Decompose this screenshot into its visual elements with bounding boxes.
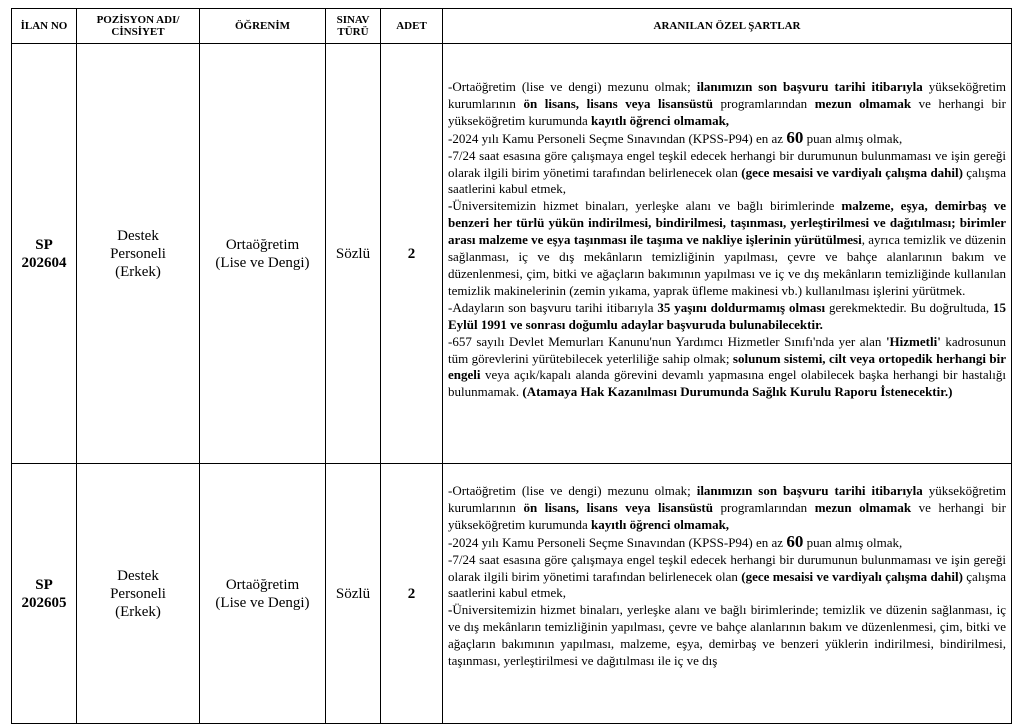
aranilan-sartlar-cell: [443, 44, 1012, 464]
header-aranilan-sartlar: ARANILAN ÖZEL ŞARTLAR: [443, 9, 1012, 44]
header-ogrenim: ÖĞRENİM: [200, 9, 326, 44]
requirement-kpss: [448, 127, 1006, 148]
req-text: -7/24 saat esasına göre çalışmaya engel teşkil edecek herhangi bir durumunun bulunmaması ve işin gereği olarak ilgili birim yönetimi tarafından belirlenecek olan: [448, 551, 1006, 584]
req-text: programlarından: [712, 95, 815, 111]
header-row: [12, 9, 1012, 44]
req-text: , ayrıca temizlik ve düzenin sağlanması, iç ve dış mekânların temizliğinin yapılması, çevre ve bahçe alanlarının bakım ve düzenlenmesi, çim, bitki ve ağaçların bakımının yapılması ve iç ve dış mekânların temizliğinde kullanılan temizlik makinelerinin (zemin yıkama, yaprak üfleme makinesi vb.) kullanılması işlerini yürütmek.: [448, 232, 1006, 298]
req-text: puan almış olmak,: [803, 130, 903, 146]
ogrenim-line-1: Ortaöğretim: [225, 576, 300, 593]
req-bold: malzeme, eşya, demirbaş ve benzeri her türlü yükün indirilmesi, bindirilmesi, taşınması, yerleştirilmesi ve dağıtılması; birimler arası malzeme ve eşya taşınması ile taşıma ve nakliye işlerinin yürütülmesi: [448, 198, 1006, 248]
req-bold: ön lisans, lisans veya lisansüstü: [523, 95, 713, 111]
req-text: çalışma saatlerini kabul etmek,: [448, 568, 1006, 601]
req-text: ve herhangi bir yükseköğretim kurumunda: [448, 499, 1006, 532]
pozisyon-cell: [77, 44, 200, 464]
requirement-age: [448, 300, 1006, 334]
req-text: Üniversitemizin hizmet binaları, yerleşke alanı ve bağlı birimlerinde; temizlik ve düzenin sağlanması, iç ve dış mekânların temizliğinin yapılması, çevre ve bahçe alanlarının bakım ve düzenlenmesi, çim, bitki ve ağaçların bakımının yapılması, malzeme, eşya, demirbaş ve benzeri yüklerin indirilmesi, bindirilmesi, taşınması, yerleştirilmesi ve dağıtılması ile iç ve dış: [448, 602, 1006, 669]
req-text: Üniversitemizin hizmet binaları, yerleşke alanı ve bağlı birimlerinde: [452, 198, 842, 214]
req-text: veya açık/kapalı alanda görevini devamlı yapmasına engel olabilecek başka herhangi bir hastalığı bulunmamak.: [448, 367, 1006, 400]
req-text: ve herhangi bir yükseköğretim kurumunda: [448, 95, 1006, 128]
requirement-duties: [448, 602, 1006, 670]
pozisyon-line-3: (Erkek): [115, 263, 161, 280]
req-bold: -: [448, 198, 453, 214]
req-bold: mezun olmamak: [814, 95, 912, 111]
adet-cell: 2: [381, 44, 443, 464]
table-row: [12, 464, 1012, 724]
header-adet: ADET: [381, 9, 443, 44]
req-text: -Ortaöğretim (lise ve dengi) mezunu olmak;: [448, 483, 697, 498]
ilan-no-prefix: SP: [35, 236, 53, 253]
ogrenim-cell: [200, 44, 326, 464]
req-text: -657 sayılı Devlet Memurları Kanunu'nun Yardımcı Hizmetler Sınıfı'nda yer alan: [448, 333, 886, 349]
job-listing-table: [11, 8, 1012, 724]
header-pozisyon: POZİSYON ADI/ CİNSİYET: [77, 9, 200, 44]
req-text: -2024 yılı Kamu Personeli Seçme Sınavından (KPSS-P94) en az: [448, 534, 787, 550]
sinav-turu-cell: Sözlü: [326, 464, 381, 724]
ogrenim-cell: [200, 464, 326, 724]
ilan-no-prefix: SP: [35, 576, 53, 593]
req-bold: (gece mesaisi ve vardiyalı çalışma dahil): [741, 568, 963, 584]
sinav-turu-cell: Sözlü: [326, 44, 381, 464]
requirement-health: [448, 334, 1006, 402]
req-score: 60: [786, 127, 804, 147]
req-bold: -: [448, 602, 453, 618]
ilan-no-number: 202604: [21, 254, 67, 271]
req-text: yükseköğretim kurumlarının: [448, 79, 1006, 111]
req-text: -2024 yılı Kamu Personeli Seçme Sınavından (KPSS-P94) en az: [448, 130, 787, 146]
ilan-no-cell: [12, 464, 77, 724]
aranilan-sartlar-cell: [443, 464, 1012, 724]
req-bold: 15 Eylül 1991 ve sonrası doğumlu adaylar başvuruda bulunabilecektir.: [448, 299, 1007, 332]
req-text: çalışma saatlerini kabul etmek,: [448, 164, 1006, 197]
req-text: puan almış olmak,: [803, 534, 903, 550]
req-text: -Ortaöğretim (lise ve dengi) mezunu olmak;: [448, 79, 697, 94]
req-bold: (gece mesaisi ve vardiyalı çalışma dahil): [741, 164, 963, 180]
req-bold: solunum sistemi, cilt veya ortopedik herhangi bir engeli: [448, 350, 1006, 383]
req-text: gerekmektedir. Bu doğrultuda,: [825, 299, 994, 315]
requirement-kpss: [448, 531, 1006, 552]
ilan-no-cell: [12, 44, 77, 464]
pozisyon-cell: [77, 464, 200, 724]
ogrenim-line-2: (Lise ve Dengi): [215, 254, 310, 271]
adet-cell: 2: [381, 464, 443, 724]
req-bold: (Atamaya Hak Kazanılması Durumunda Sağlık Kurulu Raporu İstenecektir.): [522, 384, 953, 400]
req-text: programlarından: [712, 499, 815, 515]
requirement-education: [448, 483, 1006, 534]
ogrenim-line-2: (Lise ve Dengi): [215, 594, 310, 611]
req-bold: ön lisans, lisans veya lisansüstü: [523, 499, 713, 515]
header-sinav-turu: SINAV TÜRÜ: [326, 9, 381, 44]
pozisyon-line-2: Personeli: [110, 245, 166, 262]
pozisyon-line-2: Personeli: [110, 585, 166, 602]
pozisyon-line-1: Destek: [117, 567, 159, 584]
pozisyon-line-1: Destek: [117, 227, 159, 244]
req-bold: mezun olmamak: [814, 499, 912, 515]
ilan-no-number: 202605: [21, 594, 67, 611]
table-row: [12, 44, 1012, 464]
requirement-duties: [448, 198, 1006, 299]
ogrenim-line-1: Ortaöğretim: [225, 236, 300, 253]
req-bold: kayıtlı öğrenci olmamak,: [590, 516, 730, 532]
req-bold: ilanımızın son başvuru tarihi itibarıyla: [696, 483, 923, 498]
req-bold: ilanımızın son başvuru tarihi itibarıyla: [696, 79, 923, 94]
header-ilan-no: İLAN NO: [12, 9, 77, 44]
req-text: -Adayların son başvuru tarihi itibarıyla: [448, 299, 658, 315]
req-bold: 'Hizmetli': [885, 333, 941, 349]
req-score: 60: [786, 531, 804, 551]
req-text: yükseköğretim kurumlarının: [448, 483, 1006, 515]
req-text: kadrosunun tüm görevlerini yürütebilecek yeterliliğe sahip olmak;: [448, 333, 1006, 366]
req-bold: kayıtlı öğrenci olmamak,: [590, 112, 730, 128]
requirement-shift: [448, 552, 1006, 603]
pozisyon-line-3: (Erkek): [115, 603, 161, 620]
requirement-shift: [448, 148, 1006, 199]
req-bold: 35 yaşını doldurmamış olması: [657, 299, 826, 315]
requirement-education: [448, 79, 1006, 130]
req-text: -7/24 saat esasına göre çalışmaya engel teşkil edecek herhangi bir durumunun bulunmaması ve işin gereği olarak ilgili birim yönetimi tarafından belirlenecek olan: [448, 147, 1006, 180]
